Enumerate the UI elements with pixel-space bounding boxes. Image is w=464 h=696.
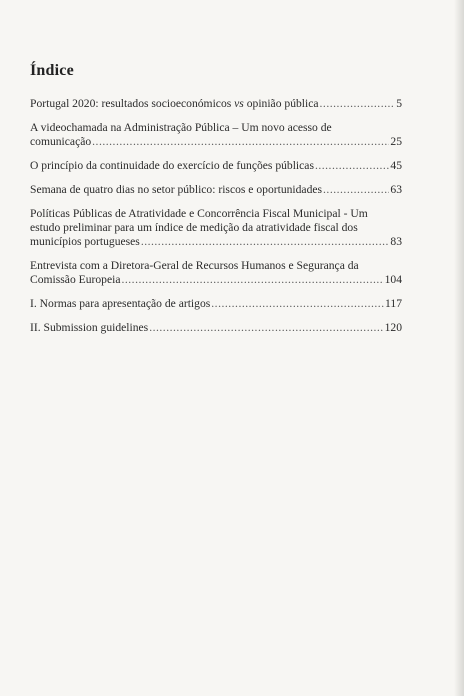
dot-leader xyxy=(323,183,389,197)
toc-entry-last-line xyxy=(30,135,402,149)
toc-entry-last-line xyxy=(30,183,402,197)
toc-entry-title-line: Entrevista com a Diretora-Geral de Recursos Humanos e Segurança da xyxy=(30,259,359,272)
page-title: Índice xyxy=(30,62,74,79)
toc-entry-title-text: Comissão Europeia xyxy=(30,273,121,286)
toc-entry[interactable] xyxy=(30,121,402,149)
dot-leader xyxy=(141,235,390,249)
toc-entry-title xyxy=(30,321,148,335)
toc-entry-title-line: Políticas Públicas de Atratividade e Concorrência Fiscal Municipal - Um xyxy=(30,207,368,220)
toc-entry-title xyxy=(30,97,319,111)
toc-entry-title xyxy=(30,235,140,249)
toc-entry-title-text: Semana de quatro dias no setor público: riscos e oportunidades xyxy=(30,183,323,196)
toc-entry-last-line xyxy=(30,273,402,287)
toc-page-number: 5 xyxy=(396,97,402,110)
toc-entry-last-line xyxy=(30,321,402,335)
toc-entry-title xyxy=(30,135,91,149)
toc-entry-last-line xyxy=(30,235,402,249)
toc-entry[interactable] xyxy=(30,183,402,197)
toc-entry-title-text: I. Normas para apresentação de artigos xyxy=(30,297,211,310)
toc-entry-title xyxy=(30,273,120,287)
toc-entry-title-line: estudo preliminar para um índice de medição da atratividade fiscal dos xyxy=(30,221,358,234)
toc-entry[interactable] xyxy=(30,159,402,173)
toc-entry[interactable] xyxy=(30,259,402,287)
toc-page-number: 25 xyxy=(390,135,402,148)
toc-page-number: 63 xyxy=(390,183,402,196)
page-edge-shadow xyxy=(454,0,464,696)
dot-leader xyxy=(92,135,389,149)
toc-entry[interactable] xyxy=(30,297,402,311)
dot-leader xyxy=(121,273,383,287)
dot-leader xyxy=(320,97,396,111)
toc-entry-last-line xyxy=(30,159,402,173)
toc-page-number: 45 xyxy=(390,159,402,172)
toc-entry-title xyxy=(30,183,322,197)
toc-page-number: 117 xyxy=(385,297,402,310)
toc-entry-title xyxy=(30,297,210,311)
toc-entry[interactable] xyxy=(30,207,402,249)
toc-entry-title-line: A videochamada na Administração Pública – Um novo acesso de xyxy=(30,121,332,134)
toc-entry-title-text: comunicação xyxy=(30,135,92,148)
dot-leader xyxy=(315,159,389,173)
dot-leader xyxy=(211,297,384,311)
toc-entry-last-line xyxy=(30,97,402,111)
toc-entry-title-text: municípios portugueses xyxy=(30,235,140,248)
toc-entry-title-text: Portugal 2020: resultados socioeconómicos xyxy=(30,97,235,110)
toc-entry-title xyxy=(30,159,314,173)
toc-entry[interactable] xyxy=(30,321,402,335)
toc-entry-title-text: II. Submission guidelines xyxy=(30,321,149,334)
toc-entry[interactable] xyxy=(30,97,402,111)
table-of-contents xyxy=(30,97,402,345)
toc-entry-last-line xyxy=(30,297,402,311)
toc-entry-title-italic: vs xyxy=(234,97,244,110)
toc-page-number: 104 xyxy=(384,273,402,286)
toc-page-number: 120 xyxy=(384,321,402,334)
dot-leader xyxy=(149,321,383,335)
toc-entry-title-text-end: opinião pública xyxy=(243,97,319,110)
toc-page-number: 83 xyxy=(390,235,402,248)
toc-entry-title-text: O princípio da continuidade do exercício de funções públicas xyxy=(30,159,314,172)
